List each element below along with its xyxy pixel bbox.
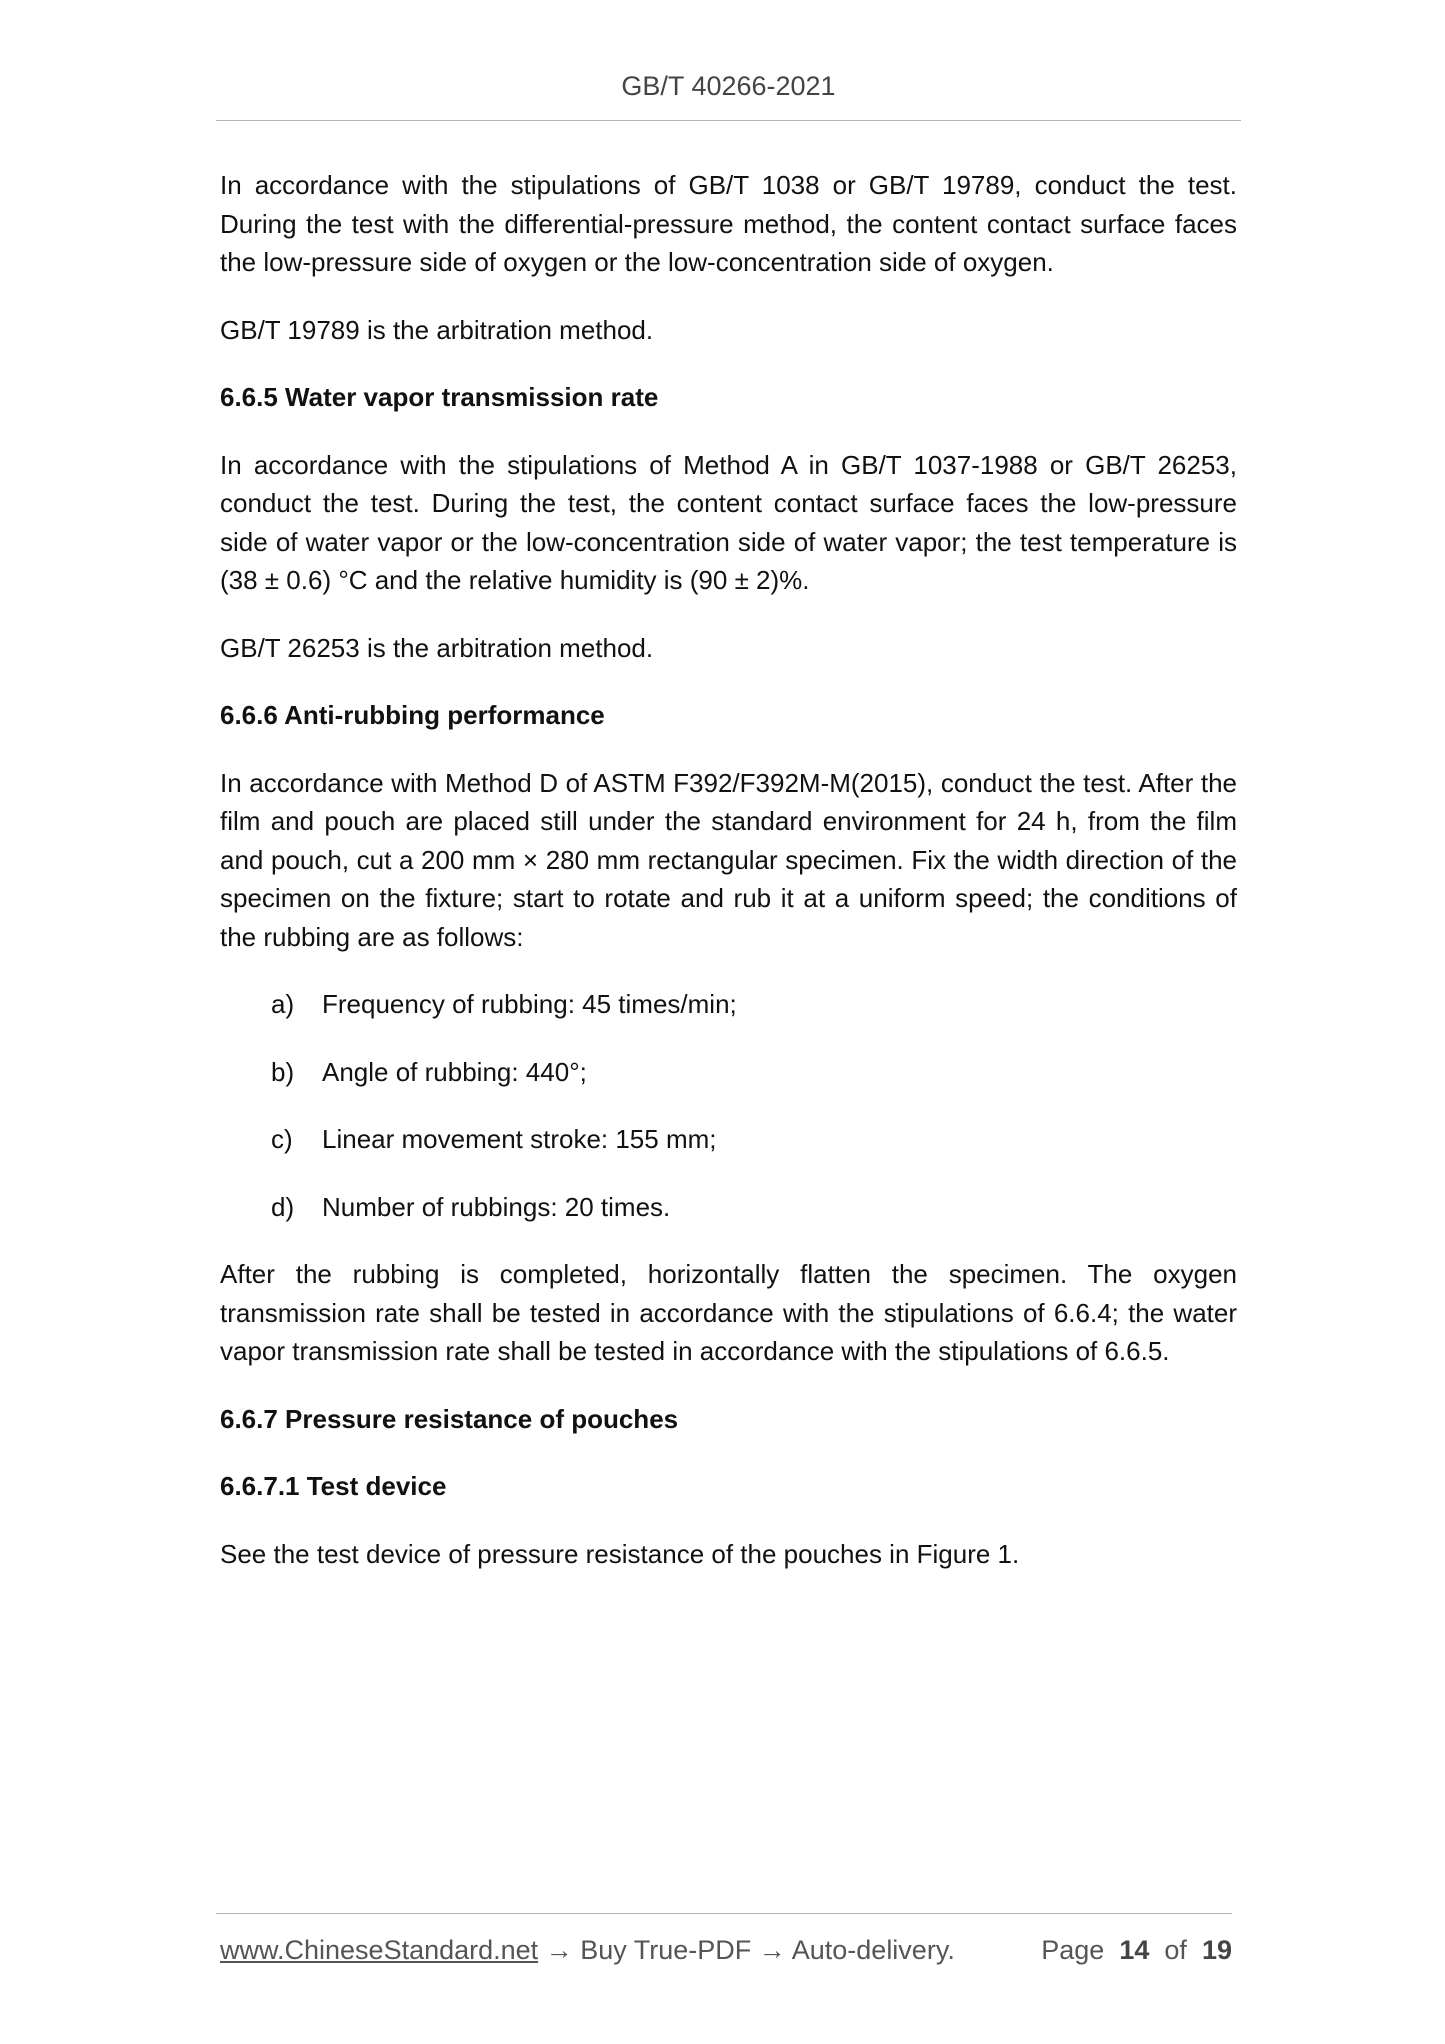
header-divider bbox=[216, 120, 1241, 121]
footer-divider bbox=[216, 1913, 1232, 1914]
heading-6-6-5: 6.6.5 Water vapor transmission rate bbox=[220, 382, 659, 412]
footer-left bbox=[220, 1930, 955, 1970]
heading-6-6-7-1: 6.6.7.1 Test device bbox=[220, 1471, 447, 1501]
list-item-text: Angle of rubbing: 440°; bbox=[322, 1056, 587, 1087]
page-footer bbox=[220, 1930, 1232, 1970]
page-content bbox=[220, 166, 1237, 1602]
paragraph-water-vapor-test: In accordance with the stipulations of Method A in GB/T 1037-1988 or GB/T 26253, conduct the test. During the test, the content contact surface faces the low-pressure side of water vapor or the low-concentration side of water vapor; the test temperature is (38 ± 0.6) °C and the relative humidity is (90 ± 2)%. bbox=[220, 449, 1237, 595]
list-item bbox=[220, 1188, 1237, 1227]
paragraph-after-rubbing: After the rubbing is completed, horizontally flatten the specimen. The oxygen transmission rate shall be tested in accordance with the stipulations of 6.6.4; the water vapor transmission rate shall be tested in accordance with the stipulations of 6.6.5. bbox=[220, 1259, 1237, 1366]
rubbing-conditions-list bbox=[220, 985, 1237, 1226]
list-item-text: Linear movement stroke: 155 mm; bbox=[322, 1124, 717, 1154]
paragraph-anti-rubbing: In accordance with Method D of ASTM F392/F392M-M(2015), conduct the test. After the film and pouch are placed still under the standard environment for 24 h, from the film and pouch, cut a 200 mm × 280 mm rectangular specimen. Fix the width direction of the specimen on the fixture; start to rotate and rub it at a uniform speed; the conditions of the rubbing are as follows: bbox=[220, 767, 1237, 952]
list-item-text: Frequency of rubbing: 45 times/min; bbox=[322, 989, 737, 1019]
page-number bbox=[1041, 1930, 1232, 1970]
list-item bbox=[220, 1053, 1237, 1092]
footer-tagline: → Buy True-PDF → Auto-delivery. bbox=[538, 1935, 955, 1965]
website-link[interactable]: www.ChineseStandard.net bbox=[220, 1935, 539, 1965]
list-marker: d) bbox=[271, 1191, 295, 1222]
list-item-text: Number of rubbings: 20 times. bbox=[322, 1191, 671, 1222]
list-marker: b) bbox=[271, 1056, 295, 1087]
page-of: of bbox=[1164, 1935, 1187, 1965]
page-total: 19 bbox=[1201, 1935, 1232, 1965]
paragraph-water-vapor-arbitration: GB/T 26253 is the arbitration method. bbox=[220, 632, 654, 663]
list-item bbox=[220, 985, 1237, 1024]
paragraph-oxygen-arbitration: GB/T 19789 is the arbitration method. bbox=[220, 314, 654, 345]
list-item bbox=[220, 1120, 1237, 1159]
header-doc-id: GB/T 40266-2021 bbox=[621, 71, 836, 101]
page-current: 14 bbox=[1119, 1935, 1150, 1965]
paragraph-test-device: See the test device of pressure resistance of the pouches in Figure 1. bbox=[220, 1538, 1020, 1569]
list-marker: a) bbox=[271, 989, 295, 1019]
list-marker: c) bbox=[271, 1124, 293, 1154]
heading-6-6-7: 6.6.7 Pressure resistance of pouches bbox=[220, 1403, 679, 1434]
page-label: Page bbox=[1041, 1935, 1105, 1965]
heading-6-6-6: 6.6.6 Anti-rubbing performance bbox=[220, 700, 605, 730]
paragraph-oxygen-test: In accordance with the stipulations of GB/T 1038 or GB/T 19789, conduct the test. During the test with the differential-pressure method, the content contact surface faces the low-pressure side of oxygen or the low-concentration side of oxygen. bbox=[220, 170, 1237, 277]
